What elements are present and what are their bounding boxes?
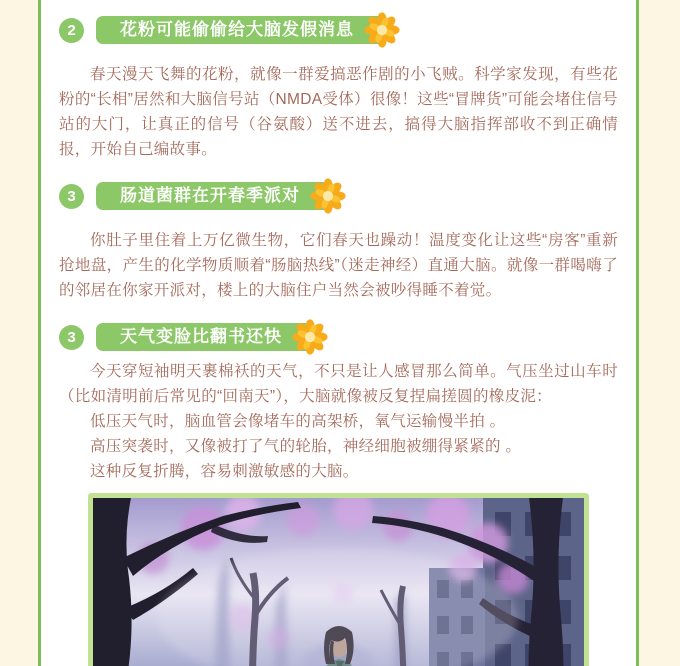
section-header-3 [59,323,618,351]
body-paragraph: 你肚子里住着上万亿微生物，它们春天也躁动！温度变化让这些“房客”重新抢地盘，产生的化学物质顺着“肠脑热线”（迷走神经）直通大脑。就像一群喝嗨了的邻居在你家开派对，楼上的大脑住户当然会被吵得睡不着觉。 [59,232,618,299]
section-title: 天气变脸比翻书还快 [120,327,282,346]
street-blossom-illustration[interactable] [88,493,589,666]
section-number-badge: 3 [59,325,84,350]
blossom-street-image [93,498,584,666]
body-paragraph: 春天漫天飞舞的花粉，就像一群爱搞恶作剧的小飞贼。科学家发现，有些花粉的“长相”居然和大脑信号站（NMDA受体）很像！这些“冒牌货”可能会堵住信号站的大门，让真正的信号（谷氨酸）送不进去，搞得大脑指挥部收不到正确情报，开始自己编故事。 [59,66,618,158]
body-paragraph: 今天穿短袖明天裹棉袄的天气，不只是让人感冒那么简单。气压坐过山车时（比如清明前后常见的“回南天”），大脑就像被反复捏扁搓圆的橡皮泥： [59,363,618,405]
section-title-pill [96,16,384,44]
flower-icon [291,318,329,356]
section-title: 肠道菌群在开春季派对 [120,186,300,205]
body-paragraph: 高压突袭时，又像被打了气的轮胎，神经细胞被绷得紧紧的 。 [90,438,522,455]
section-number-badge: 2 [59,18,84,43]
flower-icon [363,11,401,49]
section-header-1 [59,16,618,44]
body-paragraph: 这种反复折腾，容易刺激敏感的大脑。 [90,463,359,480]
body-paragraph: 低压天气时，脑血管会像堵车的高架桥，氧气运输慢半拍 。 [90,413,506,430]
section-header-2 [59,182,618,210]
section-title-pill [96,323,312,351]
article-card [38,0,639,666]
section-number-badge: 3 [59,184,84,209]
section-title: 花粉可能偷偷给大脑发假消息 [120,20,354,39]
section-title-pill [96,182,330,210]
flower-icon [309,177,347,215]
